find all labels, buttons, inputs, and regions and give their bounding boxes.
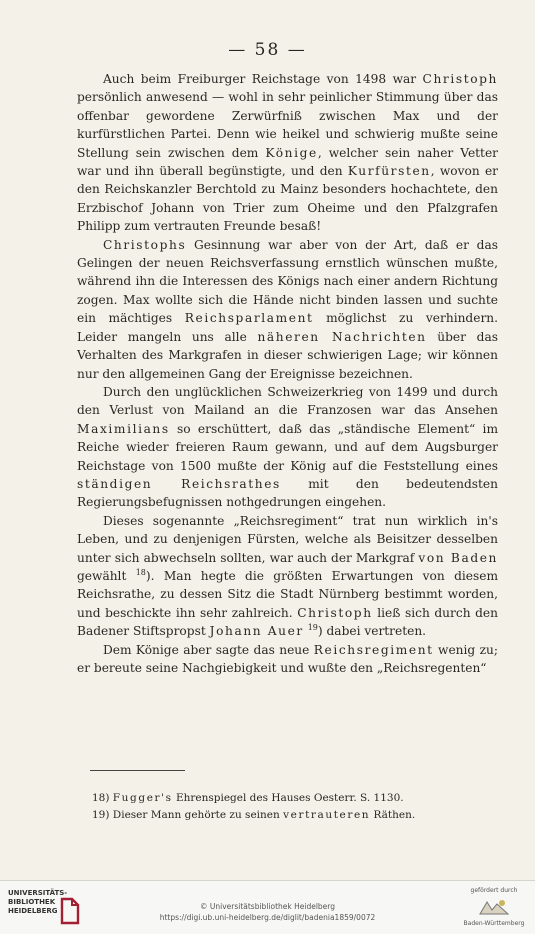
spaced-emphasis: Reichsparlament <box>184 311 314 326</box>
spaced-emphasis: Christoph <box>297 605 373 620</box>
spaced-emphasis: näheren Nachrichten <box>257 329 427 344</box>
footer-bar <box>0 880 535 934</box>
library-name: UNIVERSITÄTS-BIBLIOTHEK HEIDELBERG <box>8 889 68 915</box>
text-run: Dieses sogenannte „Reichsregiment“ trat nun wirklich in's Leben, und zu denjenigen Fürsten, welche als Beisitzer desselben unter sich abwechseln sollten, war auch der Markgraf <box>77 513 498 565</box>
text-run: ). Man hegte die größten Erwartungen von diesem Reichsrathe, zu dessen Sitz die Stadt Nürnberg bestimmt worden, und beschickte ihn sehr zahlreich. <box>77 568 498 620</box>
spaced-emphasis: Fugger's <box>112 792 173 804</box>
text-run: Ehrenspiegel des Hauses Oesterr. S. 1130. <box>172 792 404 804</box>
text-run: , wovon er den Reichskanzler Berchtold zu Mainz besonders hochachtete, den Erzbischof Johann von Trier zum Oheime und den Pfalzgrafen Philipp zum vertrauten Freunde besaß! <box>77 164 498 234</box>
text-run: 19) Dieser Mann gehörte zu seinen <box>92 809 284 821</box>
spaced-emphasis: Christophs <box>103 237 187 252</box>
funder-logo-icon <box>478 898 510 918</box>
text-run: persönlich anwesend — wohl in sehr peinlicher Stimmung über das offenbar gewordene Zerwürfniß zwischen Max und der kurfürstlichen Partei. Denn wie heikel und schwierig mußte seine Stellung sein zwischen dem <box>77 90 498 160</box>
funder-note: gefördert durch <box>470 887 518 894</box>
copyright-text: © Universitätsbibliothek Heidelberg <box>199 902 335 911</box>
spaced-emphasis: Kurfürsten <box>347 164 431 179</box>
footnote-reference[interactable]: 18 <box>135 567 146 577</box>
paragraph <box>77 383 498 512</box>
text-run: wenig zu; er bereute seine Nachgiebigkeit und wußte den „Reichsregenten“ <box>77 642 498 675</box>
funder-block <box>459 887 529 928</box>
body-text <box>77 70 498 677</box>
footnote-rule <box>90 770 185 771</box>
footnote <box>92 790 512 807</box>
page-number: — 58 — <box>228 40 307 60</box>
text-run: so erschüttert, daß das „ständische Element“ im Reiche wieder freieren Raum gewann, und auf dem Augsburger Reichstage von 1500 mußte der König auf die Feststellung eines <box>77 421 498 473</box>
spaced-emphasis: ständigen Reichsrathes <box>77 476 281 491</box>
spaced-emphasis: Könige <box>265 145 318 160</box>
text-run: Räthen. <box>370 809 416 821</box>
spaced-emphasis: Reichsregiment <box>313 642 434 657</box>
text-run: , welcher sein naher Vetter war und ihn überall begünstigte, und den <box>77 145 498 179</box>
footnote-reference[interactable]: 19 <box>307 623 318 633</box>
text-run: Gesinnung war aber von der Art, daß er das Gelingen der neuen Reichsverfassung ernstlich wünschen mußte, während ihn die Interessen des Königs nach einer andern Richtung zogen. Max wollte sich die Hände nicht binden lassen und suchte ein mächtiges <box>77 237 498 326</box>
text-run: mit den bedeutendsten Regierungsbefugnissen nothgedrungen eingehen. <box>77 476 498 510</box>
footnote <box>92 807 512 824</box>
text-run: ließ sich durch den Badener Stiftspropst <box>77 605 498 639</box>
spaced-emphasis: Christoph <box>422 72 498 86</box>
spaced-emphasis: von Baden <box>418 550 499 565</box>
spaced-emphasis: Maximilians <box>77 421 170 436</box>
text-run: Durch den unglücklichen Schweizerkrieg von 1499 und durch den Verlust von Mailand an die Franzosen war das Ansehen <box>77 384 498 418</box>
spaced-emphasis: vertrauteren <box>283 809 371 821</box>
paragraph <box>77 70 498 236</box>
text-run: Auch beim Freiburger Reichstage von 1498 war <box>103 72 423 86</box>
text-run: möglichst zu verhindern. Leider mangeln uns alle <box>77 311 499 344</box>
spaced-emphasis: Johann Auer <box>209 624 304 639</box>
text-run: Dem Könige aber sagte das neue <box>103 642 314 657</box>
paragraph <box>77 236 498 383</box>
source-url[interactable]: https://digi.ub.uni-heidelberg.de/diglit/badenia1859/0072 <box>159 913 376 922</box>
text-run: gewählt <box>77 568 136 583</box>
footnotes <box>92 790 512 824</box>
text-run: über das Verhalten des Markgrafen in dieser schwierigen Lage; wir können nur den allgemeinen Gang der Ereignisse bezeichnen. <box>77 329 498 381</box>
paragraph <box>77 512 498 641</box>
text-run: 18) <box>92 792 113 804</box>
text-run: ) dabei vertreten. <box>317 624 427 639</box>
paragraph <box>77 641 498 678</box>
funder-name: Baden-Württemberg <box>463 920 525 927</box>
